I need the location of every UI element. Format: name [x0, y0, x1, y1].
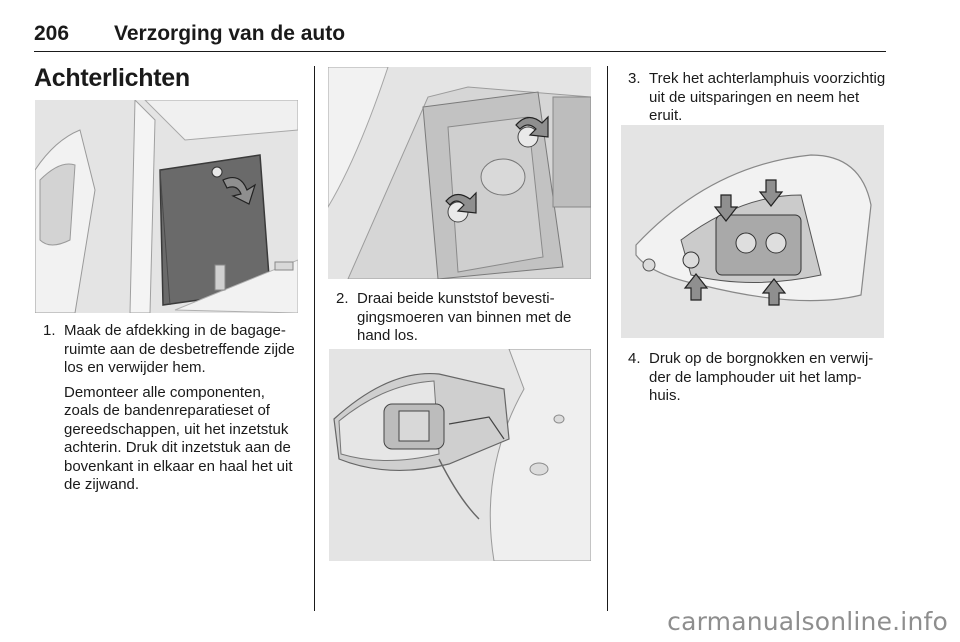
step-2-text: Draai beide kunststof bevestigingsmoeren van binnen met de hand los. [357, 290, 572, 344]
luggage-cover-illustration [35, 100, 298, 313]
step-4-text: Druk op de borgnokken en verwijder de lamphouder uit het lamphuis. [649, 350, 874, 404]
step-2-number: 2. [336, 290, 349, 307]
figure-lamp-holder-tabs [621, 125, 884, 338]
figure-luggage-cover [35, 100, 298, 313]
figure-tail-light-nuts [328, 67, 591, 279]
page-title: Achterlichten [34, 64, 190, 92]
step-2 [336, 290, 592, 346]
step-3-text: Trek het achterlamphuis voorzichtig uit de uitsparingen en neem het eruit. [649, 70, 886, 124]
column-divider-left [314, 66, 315, 611]
step-3-number: 3. [628, 70, 641, 87]
header-rule [34, 51, 886, 52]
nuts-illustration [328, 67, 591, 279]
step-1-text: Maak de afdekking in de bagageruimte aan de desbetreffende zijde los en verwijder hem. [64, 322, 295, 376]
housing-removal-illustration [329, 349, 591, 561]
step-3 [628, 70, 886, 126]
figure-remove-housing [329, 349, 591, 561]
step-1-extra-text: Demonteer alle componenten, zoals de bandenreparatieset of gereedschappen, uit het inzetstuk achterin. Druk dit inzetstuk aan de bovenkant in elkaar en haal het uit de zijwand. [64, 383, 293, 493]
step-1-number: 1. [43, 322, 56, 339]
page-number: 206 [34, 22, 70, 45]
step-4 [628, 350, 886, 406]
step-1 [43, 322, 299, 495]
lamp-holder-illustration [621, 125, 884, 338]
watermark[interactable]: carmanualsonline.info [667, 607, 948, 636]
column-divider-right [607, 66, 608, 611]
section-header: Verzorging van de auto [114, 22, 346, 45]
step-4-number: 4. [628, 350, 641, 367]
